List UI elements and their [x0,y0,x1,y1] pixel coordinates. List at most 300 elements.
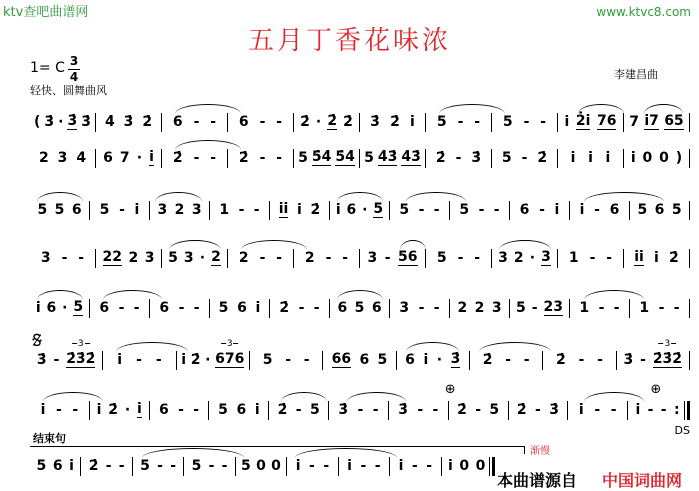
measure [236,457,287,476]
note-group-text: 2̇ [327,113,338,129]
measure [330,201,390,220]
measure [30,113,96,132]
sustain-dash: - [78,249,85,266]
measure [30,149,96,168]
note-group-text: 2̇3̇2̇ [66,351,96,367]
measure [617,339,690,370]
note: i [69,457,74,474]
note-group [541,250,551,266]
measure [570,201,630,220]
note: 3̇ [370,113,380,130]
score-row [30,146,690,170]
sustain-dash: - [276,149,283,166]
note: i [579,201,585,218]
note-group [398,250,417,266]
time-signature-bottom: 4 [69,70,79,84]
slur [241,240,307,250]
measure [570,299,630,318]
slur [295,448,397,458]
note: 5 [515,299,526,316]
sustain-dash: - [374,457,381,474]
note-group [664,114,683,130]
note: i [40,401,46,418]
measure [568,401,628,420]
note: i [588,149,593,166]
note: i [335,201,341,218]
note-group-text: 5 [73,299,84,315]
note: i [554,201,560,218]
sustain-dash: - [276,249,283,266]
note: 2̇ [142,113,153,130]
measure [323,351,396,370]
measure [543,351,616,370]
measure [510,299,570,318]
sustain-dash: - [433,299,440,316]
note: 5 [99,201,110,218]
sustain-dash: - [342,249,349,266]
site-url: www.ktvc8.com [596,5,691,19]
note: 5 [489,401,500,418]
slur [155,192,201,202]
note-group-text: ii [634,249,644,265]
note-group-text: i [136,401,142,417]
sustain-dash: - [309,457,315,474]
measure [558,249,624,268]
time-signature [68,55,80,84]
key-signature: 1= C [30,60,65,76]
sustain-dash: - [178,299,185,316]
note: 5 [262,351,273,368]
note: 2̇ [238,149,249,166]
note-group [644,114,659,130]
sustain-dash: - [193,149,200,166]
score-row [30,454,495,478]
measure [210,299,270,318]
note-group [576,114,591,130]
sustain-dash: - [535,401,541,418]
note: i [654,249,659,266]
note: 6 [71,201,82,218]
sustain-dash: - [360,457,367,474]
measure [360,249,426,268]
note-group-text: 3 [541,249,551,265]
bracket: ( [34,113,41,130]
slur [479,342,552,352]
note: 2 [38,149,49,166]
measure [624,113,690,132]
measure [228,249,294,268]
measure [228,113,294,132]
measure [470,351,543,370]
note-group-text: 676 [215,351,245,367]
measure [96,149,162,168]
note: 2̇ [435,149,446,166]
measure [150,201,210,220]
note: i [96,401,102,418]
note: 3 [144,249,155,266]
sustain-dash: - [372,401,379,418]
sustain-dash: - [157,457,163,474]
slur [406,342,459,352]
measure [287,457,338,476]
sustain-dash: - [478,201,485,218]
note-group [652,339,683,368]
note: 6 [172,113,183,130]
note: 7 [629,113,640,130]
note: 6 [405,351,415,368]
note: 3 [399,299,410,316]
measure [150,299,210,318]
sustain-dash: - [455,149,462,166]
note: 6 [103,149,113,166]
note: 6 [237,299,247,316]
note: 3 [498,249,508,266]
slur [347,392,406,402]
measure [390,201,450,220]
note-group-text: 76 [596,113,617,129]
sustain-dash: - [523,113,530,130]
note: i [254,401,260,418]
repeat-dots: : [673,401,680,418]
rest: 0 [659,149,669,166]
note-group-text: i7 [644,113,659,129]
augmentation-dot: · [529,249,536,266]
note: 6 [371,299,382,316]
rest: 0 [475,457,486,474]
note: 2 [238,249,249,266]
note-group-text: 2 [211,249,221,265]
measure [294,149,360,168]
measure [30,339,103,370]
sustain-dash: - [658,299,665,316]
sustain-dash: - [539,201,545,218]
sustain-dash: - [210,113,217,130]
measure [390,457,441,476]
note: 5 [218,299,229,316]
note-group [335,150,354,166]
note: i [570,149,576,166]
measure [624,249,690,268]
sustain-dash: - [505,351,511,368]
augmentation-dot: · [362,201,368,218]
measure [509,401,569,420]
sustain-dash: - [610,401,617,418]
note: 5 [377,351,388,368]
sustain-dash: - [411,457,418,474]
measure [270,201,330,220]
note: i [347,457,352,474]
note: 2 [128,249,139,266]
note-group [544,300,563,316]
measures [30,454,495,478]
sustain-dash: - [285,351,292,368]
measure [426,113,492,132]
note: 2̇ [516,401,527,418]
score-row [30,296,690,320]
measure [492,249,558,268]
note: 3 [191,201,202,218]
sustain-dash: - [594,401,601,418]
measure [30,299,90,318]
note-group-text: 3̇ [450,351,461,367]
sustain-dash: - [640,351,646,368]
sustain-dash: - [136,351,142,368]
sustain-dash: - [53,351,60,368]
sustain-dash: - [673,299,680,316]
note: 2̇ [190,351,201,368]
note: 6 [158,401,169,418]
note: 6 [52,457,63,474]
sustain-dash: - [475,401,481,418]
rest: 0 [459,457,470,474]
sustain-dash: - [221,457,228,474]
note: 3̇ [338,401,349,418]
measure [426,249,492,268]
sustain-dash: - [432,401,439,418]
note: 2̇ [537,149,548,166]
note: 2̇ [108,401,118,418]
note: 3̇ [123,113,134,130]
score-row [30,110,690,134]
measure [150,401,210,420]
note: 5 [309,401,320,418]
measure [624,149,690,168]
note: 7 [119,149,130,166]
sustain-dash: - [660,401,667,418]
note-group [597,114,616,130]
sustain-dash: - [457,113,464,130]
note-group-text: 22 [102,249,122,265]
note: 6 [159,299,170,316]
measure [81,457,132,476]
note: i [117,351,123,368]
sustain-dash: - [647,401,654,418]
slur [644,104,684,114]
note-group [103,250,122,266]
note: 6 [519,201,530,218]
sustain-dash: - [578,351,585,368]
sustain-dash: - [118,299,125,316]
measure [449,401,509,420]
sustain-dash: - [433,201,440,218]
augmentation-dot: · [124,401,131,418]
slur [406,192,465,202]
note: 2̇ [390,113,400,130]
note: 1 [579,299,590,316]
note: 2 [457,299,468,316]
note: i [448,457,453,474]
note-group-text: 23 [543,299,563,315]
note: 2̇ [343,113,353,130]
note: 2̇ [88,457,99,474]
sustain-dash: - [61,249,68,266]
note-group [67,114,77,130]
sustain-dash: - [133,299,140,316]
note: i [134,201,140,218]
measure [329,401,389,420]
note: 2 [304,249,315,266]
measure [558,149,624,168]
note-group-text: 2̇i [575,113,591,129]
note: i [630,149,636,166]
note: 3̇ [471,149,482,166]
measure [162,113,228,132]
measure [294,113,360,132]
sustain-dash: - [606,249,613,266]
sustain-dash: - [613,299,620,316]
sustain-dash: - [521,149,528,166]
site-name: ktv查吧曲谱网 [3,5,89,20]
slur [175,140,241,150]
note-group [73,300,83,316]
note: 6 [46,299,57,316]
measure [390,299,450,318]
sustain-dash: - [597,351,603,368]
sustain-dash: - [170,457,177,474]
coda-icon: ⊕ [650,382,662,397]
note: 6 [238,113,249,130]
note: i [181,351,187,368]
note: 5 [354,299,365,316]
note: 4 [76,149,87,166]
note: 3̇ [549,401,559,418]
measure [339,457,390,476]
source-label: 本曲谱源自 [497,471,578,490]
augmentation-dot: · [199,249,206,266]
note-group [149,150,154,166]
note-group-text: 65 [664,113,684,129]
note: 2̇ [669,249,679,266]
slur [175,104,241,114]
augmentation-dot: · [62,299,68,316]
measure [294,249,360,268]
note: 5 [36,457,47,474]
measure [510,201,570,220]
measure [360,113,426,132]
note: 5 [671,201,682,218]
note: 3̇ [398,401,408,418]
note: 6 [337,299,348,316]
note: 2̇ [457,401,467,418]
measure [90,299,150,318]
measure [389,401,449,420]
measure [96,113,162,132]
note-group [451,352,461,368]
note: 5 [54,201,65,218]
note-group [634,250,644,266]
note: 5 [298,149,308,166]
note: 2 [474,299,485,316]
measure [492,113,558,132]
measure [103,351,176,370]
slur [584,290,643,300]
sustain-dash: - [474,249,481,266]
note-group-text: 56 [398,249,418,265]
sustain-dash: - [417,401,424,418]
sustain-dash: - [523,351,530,368]
note: 5 [364,149,374,166]
note: 2̇ [556,351,566,368]
note: 1 [219,201,230,218]
note-group-text: 2̇3̇2̇ [652,351,683,367]
sustain-dash: - [119,201,125,218]
sustain-dash: - [118,457,125,474]
sustain-dash: - [295,401,302,418]
ds-marking: DS [674,424,690,437]
measure [492,149,558,168]
sustain-dash: - [105,457,112,474]
note-group-text: 3̇ [67,113,78,129]
note: 2̇ [277,401,288,418]
note-group [327,114,337,130]
note: 2̇ [310,201,321,218]
note-group [215,339,245,368]
note: 2̇ [279,299,290,316]
note: 3̇ [36,351,47,368]
sustain-dash: - [384,249,391,266]
segno-icon [31,333,43,347]
tempo-marking: 轻快、圆舞曲风 [30,84,107,97]
note: 3 [367,249,378,266]
note: 5 [399,201,410,218]
sustain-dash: - [303,351,310,368]
note-group [279,202,289,218]
note: i [35,299,41,316]
measure [269,401,329,420]
rest: 0 [256,457,266,474]
ending-bracket-end [524,446,525,454]
note-group-text: 66 [331,351,352,367]
sustain-dash: - [276,113,283,130]
note: 3 [183,249,194,266]
note: i [297,201,302,218]
measure [630,299,690,318]
note: 5 [168,249,178,266]
note: i [423,351,429,368]
score-row [30,339,690,372]
sustain-dash: - [253,201,260,218]
note: 5 [501,149,512,166]
note: 2̇ [300,113,310,130]
sustain-dash: - [594,201,600,218]
note: i [410,113,415,130]
note: 6 [346,201,357,218]
slur [499,240,552,250]
sustain-dash: - [531,299,538,316]
note-group-text: 4̇3̇ [401,149,421,165]
note-group-text: ii [278,201,289,217]
measure [30,201,90,220]
note-group-text: i [149,149,154,165]
sustain-dash: - [193,401,200,418]
note: i [635,401,641,418]
measure [442,457,495,476]
note: 5 [459,201,470,218]
measure [177,339,250,370]
note: 2 [513,249,524,266]
measure [96,249,162,268]
slur [103,290,162,300]
slur [116,342,189,352]
measure [209,401,269,420]
source-site: 中国词曲网 [602,471,683,490]
measure [250,351,323,370]
measure [630,201,690,220]
sustain-dash: - [56,401,62,418]
note: 5 [241,457,251,474]
note: 6 [236,401,247,418]
note-group [373,202,383,218]
